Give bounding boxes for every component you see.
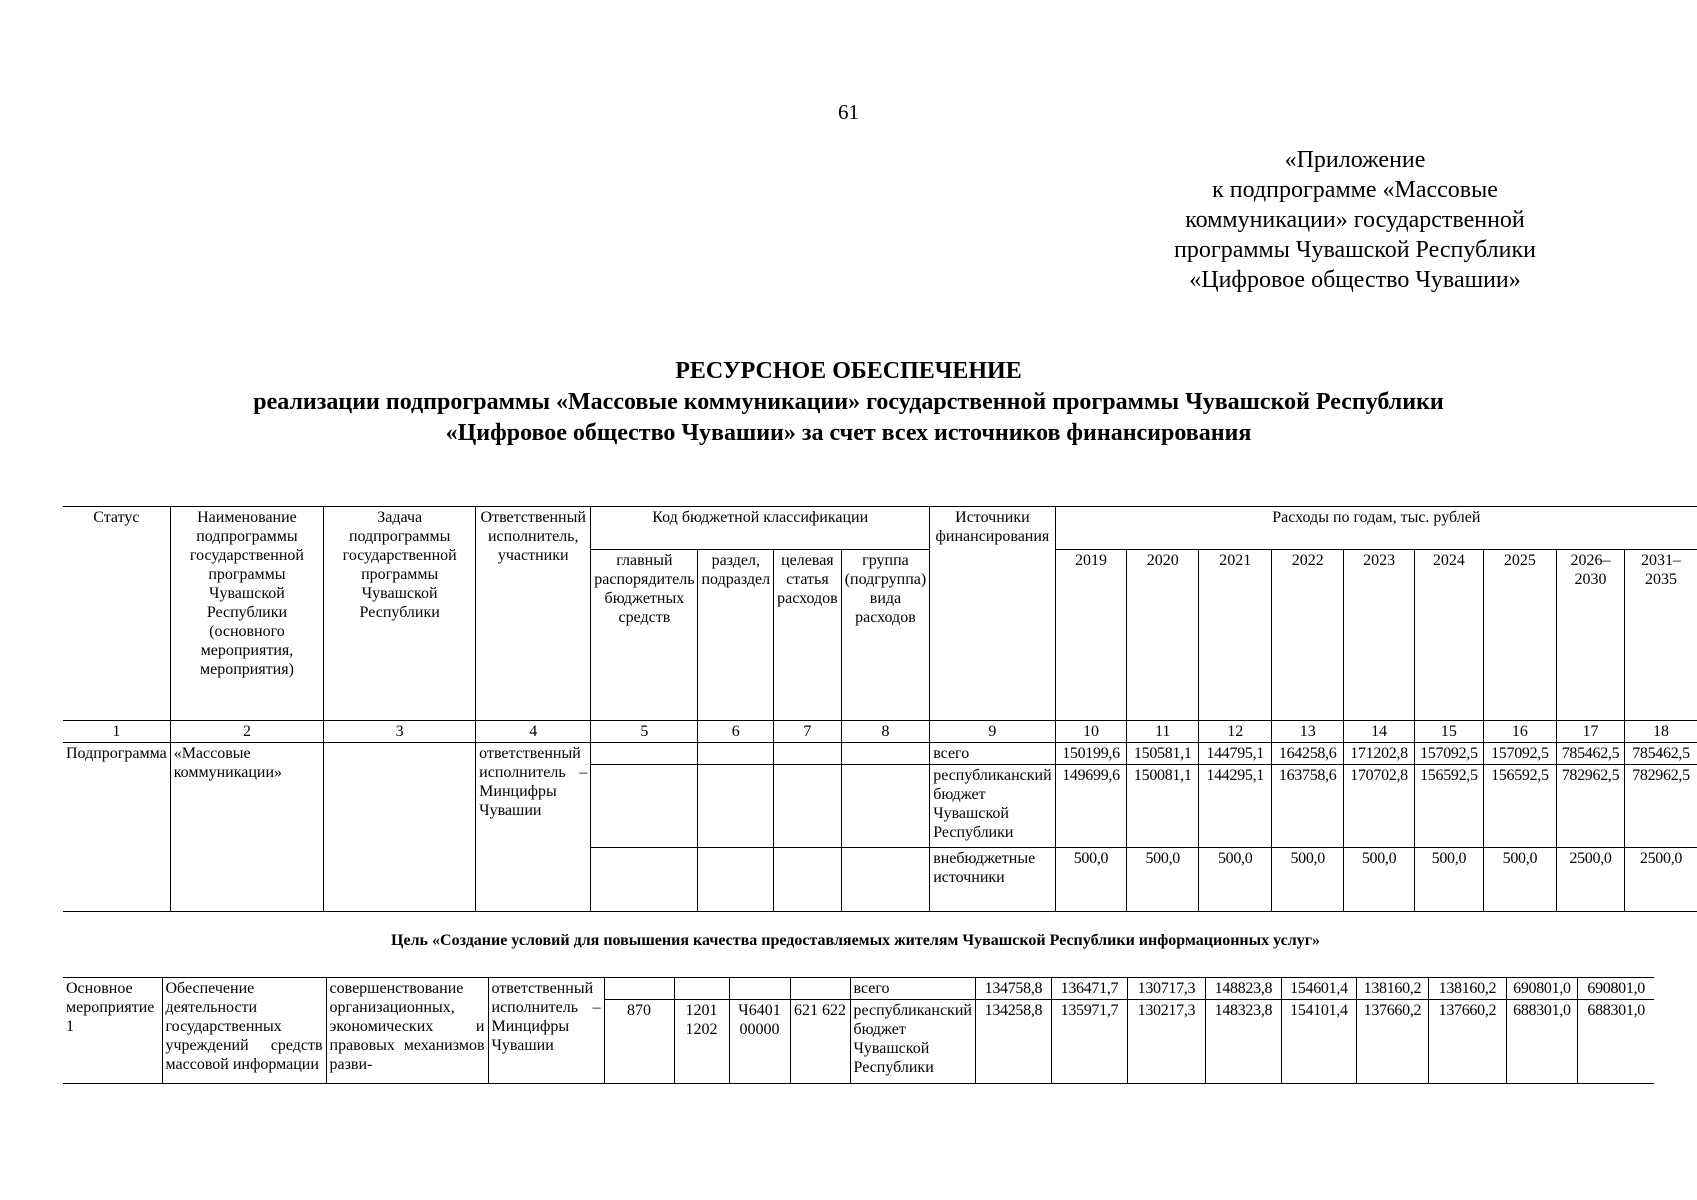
column-number: 5 (591, 721, 698, 743)
empty-cell (604, 978, 674, 1000)
header-name: Наименование подпрограммы государственной программы Чувашской Республики (основного мероприятия, мероприятия) (170, 507, 323, 721)
page-number: 61 (838, 100, 859, 124)
value-cell: 500,0 (1483, 848, 1556, 912)
value-cell: 785462,5 (1625, 743, 1697, 765)
appendix-line: к подпрограмме «Массовые (1212, 177, 1498, 203)
value-cell: 163758,6 (1272, 765, 1344, 848)
column-number: 17 (1557, 721, 1625, 743)
table-row (63, 978, 1654, 1000)
value-cell: 138160,2 (1356, 978, 1428, 1000)
value-cell: 148323,8 (1205, 1000, 1281, 1084)
source-cell: всего (930, 743, 1055, 765)
header-budget-code: Код бюджетной классификации (591, 507, 930, 550)
subtitle-line: «Цифровое общество Чувашии» за счет всех источников финансирования (445, 420, 1252, 446)
header-budget-section: раздел, подраздел (698, 550, 774, 721)
value-cell: 148823,8 (1205, 978, 1281, 1000)
value-cell: 2500,0 (1557, 848, 1625, 912)
value-cell: 156592,5 (1483, 765, 1556, 848)
column-number: 18 (1625, 721, 1697, 743)
value-cell: 500,0 (1199, 848, 1272, 912)
document-title: РЕСУРСНОЕ ОБЕСПЕЧЕНИЕ (675, 358, 1022, 384)
value-cell: 135971,7 (1051, 1000, 1127, 1084)
value-cell: 785462,5 (1557, 743, 1625, 765)
empty-cell (790, 978, 850, 1000)
empty-cell (591, 848, 698, 912)
empty-cell (841, 765, 929, 848)
value-cell: 690801,0 (1506, 978, 1577, 1000)
value-cell: 150081,1 (1127, 765, 1199, 848)
value-cell: 157092,5 (1483, 743, 1556, 765)
value-cell: 500,0 (1055, 848, 1127, 912)
empty-cell (698, 765, 774, 848)
value-cell: 137660,2 (1356, 1000, 1428, 1084)
value-cell: 144795,1 (1199, 743, 1272, 765)
main-event-name: Обеспечение деятельности государственных учреждений средств массовой информации (162, 978, 326, 1084)
column-number: 15 (1415, 721, 1484, 743)
value-cell: 154601,4 (1281, 978, 1356, 1000)
value-cell: 136471,7 (1051, 978, 1127, 1000)
source-cell: республиканский бюджет Чувашской Республики (850, 1000, 975, 1084)
value-cell: 154101,4 (1281, 1000, 1356, 1084)
column-number: 9 (930, 721, 1055, 743)
appendix-line: «Приложение (1284, 147, 1426, 173)
empty-cell (591, 765, 698, 848)
main-event-table (63, 977, 1654, 1084)
value-cell: 150199,6 (1055, 743, 1127, 765)
main-event-status: Основное мероприятие 1 (63, 978, 162, 1084)
code-group-cell: 621 622 (790, 1000, 850, 1084)
header-year: 2021 (1199, 550, 1272, 721)
empty-cell (841, 743, 929, 765)
header-budget-group: группа (подгруппа) вида расходов (841, 550, 929, 721)
value-cell: 170702,8 (1344, 765, 1415, 848)
header-status: Статус (63, 507, 170, 721)
subprogram-executor: ответственный исполнитель – Минцифры Чувашии (476, 743, 591, 912)
empty-cell (591, 743, 698, 765)
value-cell: 500,0 (1272, 848, 1344, 912)
code-section-cell: 1201 1202 (674, 1000, 729, 1084)
value-cell: 500,0 (1344, 848, 1415, 912)
value-cell: 156592,5 (1415, 765, 1484, 848)
value-cell: 134258,8 (975, 1000, 1051, 1084)
appendix-line: «Цифровое общество Чувашии» (1189, 267, 1521, 293)
column-number: 6 (698, 721, 774, 743)
column-number: 8 (841, 721, 929, 743)
column-number: 4 (476, 721, 591, 743)
appendix-note (1145, 145, 1565, 295)
main-event-executor: ответственный исполнитель – Минцифры Чувашии (488, 978, 604, 1084)
main-event-task: совершенствование организационных, экономических и правовых механизмов разви- (326, 978, 488, 1084)
column-number: 12 (1199, 721, 1272, 743)
table-row (63, 743, 1697, 765)
value-cell: 130717,3 (1127, 978, 1205, 1000)
empty-cell (774, 848, 842, 912)
header-year: 2026–2030 (1557, 550, 1625, 721)
column-number: 14 (1344, 721, 1415, 743)
value-cell: 138160,2 (1428, 978, 1506, 1000)
header-year: 2019 (1055, 550, 1127, 721)
empty-cell (698, 743, 774, 765)
subprogram-task (324, 743, 476, 912)
value-cell: 782962,5 (1557, 765, 1625, 848)
document-subtitle (150, 387, 1547, 449)
subtitle-line: реализации подпрограммы «Массовые коммуникации» государственной программы Чувашской Республики (253, 389, 1444, 415)
empty-cell (698, 848, 774, 912)
value-cell: 144295,1 (1199, 765, 1272, 848)
value-cell: 690801,0 (1577, 978, 1654, 1000)
header-expenses: Расходы по годам, тыс. рублей (1055, 507, 1697, 550)
subprogram-name: «Массовые коммуникации» (170, 743, 323, 912)
header-sources: Источники финансирования (930, 507, 1055, 721)
resource-table (63, 506, 1697, 912)
column-number: 3 (324, 721, 476, 743)
code-main-cell: 870 (604, 1000, 674, 1084)
column-number: 1 (63, 721, 170, 743)
column-number: 13 (1272, 721, 1344, 743)
value-cell: 134758,8 (975, 978, 1051, 1000)
appendix-line: коммуникации» государственной (1185, 207, 1525, 233)
empty-cell (674, 978, 729, 1000)
value-cell: 130217,3 (1127, 1000, 1205, 1084)
value-cell: 157092,5 (1415, 743, 1484, 765)
value-cell: 150581,1 (1127, 743, 1199, 765)
subprogram-status: Подпрограмма (63, 743, 170, 912)
column-number: 2 (170, 721, 323, 743)
appendix-line: программы Чувашской Республики (1174, 237, 1536, 263)
header-year: 2025 (1483, 550, 1556, 721)
empty-cell (774, 743, 842, 765)
header-year: 2020 (1127, 550, 1199, 721)
source-cell: всего (850, 978, 975, 1000)
value-cell: 149699,6 (1055, 765, 1127, 848)
value-cell: 164258,6 (1272, 743, 1344, 765)
header-year: 2031–2035 (1625, 550, 1697, 721)
header-year: 2022 (1272, 550, 1344, 721)
empty-cell (774, 765, 842, 848)
column-number: 16 (1483, 721, 1556, 743)
column-number: 7 (774, 721, 842, 743)
code-target-cell: Ч6401 00000 (729, 1000, 790, 1084)
value-cell: 137660,2 (1428, 1000, 1506, 1084)
empty-cell (729, 978, 790, 1000)
value-cell: 500,0 (1415, 848, 1484, 912)
value-cell: 688301,0 (1577, 1000, 1654, 1084)
goal-heading: Цель «Создание условий для повышения качества предоставляемых жителям Чувашской Республики информационных услуг» (391, 932, 1320, 949)
value-cell: 688301,0 (1506, 1000, 1577, 1084)
header-budget-target: целевая статья расходов (774, 550, 842, 721)
value-cell: 500,0 (1127, 848, 1199, 912)
column-number: 11 (1127, 721, 1199, 743)
value-cell: 2500,0 (1625, 848, 1697, 912)
empty-cell (841, 848, 929, 912)
column-number: 10 (1055, 721, 1127, 743)
header-year: 2023 (1344, 550, 1415, 721)
header-budget-main: главный распорядитель бюджетных средств (591, 550, 698, 721)
value-cell: 171202,8 (1344, 743, 1415, 765)
header-executor: Ответственный исполнитель, участники (476, 507, 591, 721)
header-task: Задача подпрограммы государственной программы Чувашской Республики (324, 507, 476, 721)
source-cell: республиканский бюджет Чувашской Республики (930, 765, 1055, 848)
value-cell: 782962,5 (1625, 765, 1697, 848)
header-year: 2024 (1415, 550, 1484, 721)
source-cell: внебюджетные источники (930, 848, 1055, 912)
